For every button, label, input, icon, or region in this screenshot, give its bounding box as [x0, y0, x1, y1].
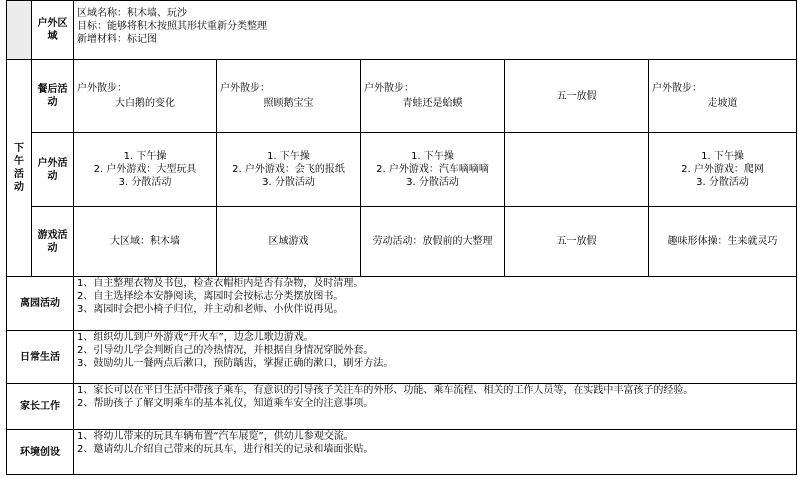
- environment-content: [74, 430, 797, 475]
- outdoor-activity-empty: [505, 133, 649, 207]
- game-activity-header: 游戏活动: [32, 207, 74, 277]
- activity-line: 2. 户外游戏：大型玩具: [93, 164, 197, 175]
- environment-item: 2、邀请幼儿介绍自己带来的玩具车，进行相关的记录和墙面张贴。: [77, 444, 374, 455]
- activity-line: 3. 分散活动: [262, 177, 315, 188]
- parents-item: 1、家长可以在平日生活中带孩子乘车，有意识的引导孩子关注车的外形、功能、乘车流程、相关的工作人员等，在实践中丰富孩子的经验。: [77, 385, 694, 396]
- walk-label: 户外散步：: [364, 83, 414, 94]
- daily-life-row: [7, 331, 797, 384]
- parents-row: [7, 384, 797, 430]
- daily-life-header: 日常生活: [7, 331, 74, 384]
- after-meal-row: [7, 60, 797, 133]
- afternoon-label: [7, 60, 32, 277]
- leaving-content: [74, 277, 797, 331]
- outdoor-area-row: [7, 1, 797, 60]
- after-meal-cell: [361, 60, 505, 133]
- leaving-item: 3、离园时会把小椅子归位，并主动和老师、小伙伴说再见。: [77, 304, 344, 315]
- activity-line: 3. 分散活动: [118, 177, 172, 188]
- outdoor-activity-cell: [361, 133, 505, 207]
- environment-item: 1、将幼儿带来的玩具车辆布置“汽车展览”，供幼儿参观交流。: [77, 431, 354, 442]
- activity-line: 1. 下午操: [411, 151, 454, 162]
- outdoor-activity-row: [7, 133, 797, 207]
- after-meal-holiday: 五一放假: [505, 60, 649, 133]
- outdoor-area-info: [74, 1, 797, 60]
- game-activity-cell: 劳动活动：放假前的大整理: [361, 207, 505, 277]
- afternoon-label-text: 下午活动: [14, 143, 24, 193]
- daily-life-content: [74, 331, 797, 384]
- after-meal-cell: [217, 60, 361, 133]
- activity-line: 1. 下午操: [123, 151, 167, 162]
- game-activity-row: [7, 207, 797, 277]
- daily-life-item: 2、引导幼儿学会判断自己的冷热情况，并根据自身情况穿脱外套。: [77, 345, 374, 356]
- activity-line: 2. 户外游戏：会飞的报纸: [232, 164, 345, 175]
- activity-line: 2. 户外游戏：汽车嘀嘀嘀: [376, 164, 489, 175]
- daily-life-item: 1、组织幼儿到户外游戏“开火车”，边念儿歌边游戏。: [77, 332, 314, 343]
- daily-life-item: 3、鼓励幼儿一餐两点后漱口，预防龋齿，掌握正确的漱口，刷牙方法。: [77, 358, 394, 369]
- leaving-row: [7, 277, 797, 331]
- after-meal-cell: [74, 60, 217, 133]
- walk-topic: 走坡道: [707, 98, 738, 109]
- parents-content: [74, 384, 797, 430]
- outdoor-area-name: 区域名称：积木墙、玩沙: [77, 8, 187, 19]
- walk-label: 户外散步：: [220, 83, 270, 94]
- activity-line: 2. 户外游戏：爬网: [681, 164, 764, 175]
- walk-label: 户外散步：: [652, 83, 702, 94]
- outdoor-area-materials: 新增材料：标记图: [77, 34, 157, 45]
- walk-topic: 大白鹅的变化: [115, 98, 175, 109]
- walk-topic: 照顾鹅宝宝: [263, 98, 314, 109]
- after-meal-header: 餐后活动: [32, 60, 74, 133]
- activity-line: 1. 下午操: [701, 151, 744, 162]
- outdoor-area-header: 户外区域: [32, 1, 74, 60]
- leaving-item: 1、自主整理衣物及书包，检查衣帽柜内是否有杂物，及时清理。: [77, 278, 364, 289]
- game-activity-cell: 区域游戏: [217, 207, 361, 277]
- walk-label: 户外散步：: [77, 83, 127, 94]
- game-activity-cell: 大区域：积木墙: [74, 207, 217, 277]
- environment-row: [7, 430, 797, 475]
- activity-line: 3. 分散活动: [696, 177, 749, 188]
- outdoor-activity-cell: [74, 133, 217, 207]
- outdoor-area-goal: 目标：能够将积木按照其形状重新分类整理: [77, 21, 267, 32]
- gray-margin: [7, 1, 32, 60]
- leaving-item: 2、自主选择绘本安静阅读，离园时会按标志分类摆放图书。: [77, 291, 344, 302]
- parents-item: 2、帮助孩子了解文明乘车的基本礼仪，知道乘车安全的注意事项。: [77, 398, 374, 409]
- outdoor-activity-cell: [649, 133, 797, 207]
- outdoor-activity-header: 户外活动: [32, 133, 74, 207]
- after-meal-cell: [649, 60, 797, 133]
- game-activity-cell: 趣味形体操：生来就灵巧: [649, 207, 797, 277]
- parents-header: 家长工作: [7, 384, 74, 430]
- weekly-plan-table: [6, 0, 797, 475]
- walk-topic: 青蛙还是蛤蟆: [402, 98, 463, 109]
- outdoor-activity-cell: [217, 133, 361, 207]
- environment-header: 环境创设: [7, 430, 74, 475]
- leaving-header: 离园活动: [7, 277, 74, 331]
- activity-line: 1. 下午操: [267, 151, 310, 162]
- activity-line: 3. 分散活动: [406, 177, 459, 188]
- game-activity-cell: 五一放假: [505, 207, 649, 277]
